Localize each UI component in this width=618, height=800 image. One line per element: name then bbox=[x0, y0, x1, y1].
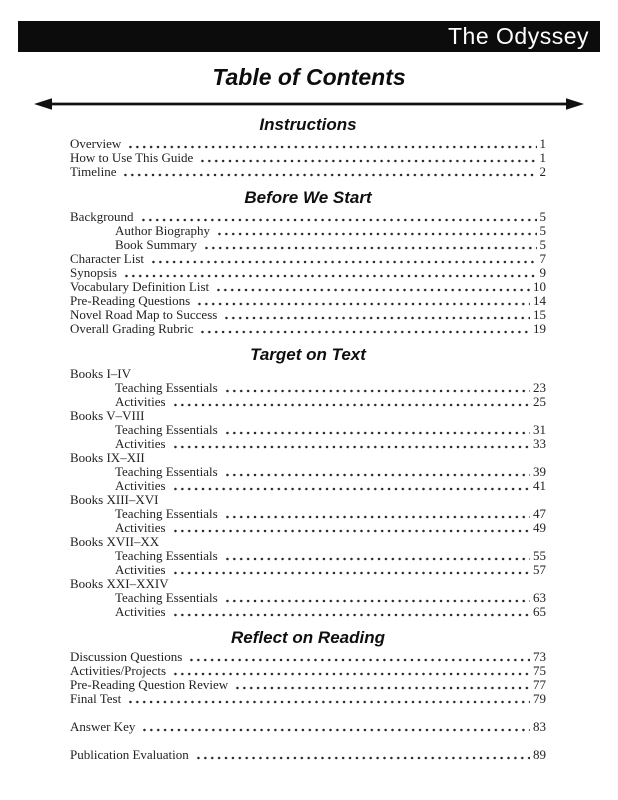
dot-leader bbox=[188, 658, 530, 662]
dot-leader bbox=[172, 403, 530, 407]
toc-entry bbox=[70, 322, 546, 336]
dot-leader bbox=[224, 557, 530, 561]
toc-entry-page: 49 bbox=[533, 520, 546, 535]
toc-entry-page: 89 bbox=[533, 747, 546, 762]
dot-leader bbox=[224, 389, 530, 393]
toc-entry-label: Teaching Essentials bbox=[115, 590, 218, 605]
toc-entry-label: Pre-Reading Question Review bbox=[70, 677, 229, 692]
toc-entry-label: Activities/Projects bbox=[70, 663, 167, 678]
toc-entry-label: Books V–VIII bbox=[70, 408, 145, 423]
toc-entry bbox=[70, 748, 546, 762]
toc-entry bbox=[70, 294, 546, 308]
banner-title: The Odyssey bbox=[448, 23, 589, 49]
toc-entry-label: Teaching Essentials bbox=[115, 422, 218, 437]
toc-entry bbox=[70, 479, 546, 493]
toc-entry bbox=[70, 409, 546, 423]
toc-entry-label: Teaching Essentials bbox=[115, 380, 218, 395]
toc-entry-label: Timeline bbox=[70, 164, 117, 179]
toc-entry-label: Activities bbox=[115, 436, 166, 451]
toc-entry-page: 65 bbox=[533, 604, 546, 619]
section-heading: Instructions bbox=[259, 115, 357, 134]
toc-entry bbox=[70, 507, 546, 521]
toc-entry bbox=[70, 381, 546, 395]
toc-entry bbox=[70, 605, 546, 619]
toc-entry-label: Overall Grading Rubric bbox=[70, 321, 194, 336]
toc-entry bbox=[70, 165, 546, 179]
dot-leader bbox=[140, 218, 537, 222]
toc-entry-label: Publication Evaluation bbox=[70, 747, 189, 762]
dot-leader bbox=[224, 431, 530, 435]
toc-entry-page: 5 bbox=[539, 223, 546, 238]
page-title: Table of Contents bbox=[212, 64, 406, 90]
toc-entry-page: 5 bbox=[539, 237, 546, 252]
dot-leader bbox=[141, 728, 530, 732]
toc-content bbox=[70, 112, 546, 762]
toc-entry bbox=[70, 465, 546, 479]
dot-leader bbox=[203, 246, 537, 250]
toc-entry-label: Books XIII–XVI bbox=[70, 492, 159, 507]
toc-entry-page: 33 bbox=[533, 436, 546, 451]
toc-entry-label: Activities bbox=[115, 394, 166, 409]
toc-entry-page: 2 bbox=[539, 164, 546, 179]
toc-entry-label: Overview bbox=[70, 136, 122, 151]
toc-entry-label: Books XVII–XX bbox=[70, 534, 160, 549]
toc-entry bbox=[70, 367, 546, 381]
toc-entry-page: 10 bbox=[533, 279, 546, 294]
toc-entry-label: Activities bbox=[115, 478, 166, 493]
toc-entry bbox=[70, 252, 546, 266]
toc-entry-page: 25 bbox=[533, 394, 546, 409]
toc-entry bbox=[70, 224, 546, 238]
toc-entry bbox=[70, 238, 546, 252]
toc-entry-page: 63 bbox=[533, 590, 546, 605]
toc-entry-page: 5 bbox=[539, 209, 546, 224]
toc-entry bbox=[70, 664, 546, 678]
toc-entry bbox=[70, 280, 546, 294]
toc-entry-page: 15 bbox=[533, 307, 546, 322]
toc-entry bbox=[70, 678, 546, 692]
toc-entry-page: 14 bbox=[533, 293, 546, 308]
toc-entry-label: Novel Road Map to Success bbox=[70, 307, 218, 322]
double-arrow-icon bbox=[0, 95, 618, 113]
section-heading: Before We Start bbox=[244, 188, 372, 207]
toc-entry-page: 31 bbox=[533, 422, 546, 437]
dot-leader bbox=[123, 274, 537, 278]
toc-entry bbox=[70, 692, 546, 706]
toc-entry bbox=[70, 521, 546, 535]
toc-entry-page: 77 bbox=[533, 677, 546, 692]
toc-entry-label: Activities bbox=[115, 604, 166, 619]
dot-leader bbox=[172, 613, 530, 617]
toc-entry-label: Synopsis bbox=[70, 265, 117, 280]
dot-leader bbox=[215, 288, 530, 292]
toc-entry-label: Background bbox=[70, 209, 134, 224]
dot-leader bbox=[234, 686, 530, 690]
toc-entry-label: How to Use This Guide bbox=[70, 150, 194, 165]
toc-entry bbox=[70, 535, 546, 549]
dot-leader bbox=[172, 571, 530, 575]
toc-entry bbox=[70, 395, 546, 409]
dot-leader bbox=[195, 756, 530, 760]
dot-leader bbox=[199, 330, 530, 334]
toc-entry bbox=[70, 210, 546, 224]
toc-entry-label: Activities bbox=[115, 562, 166, 577]
toc-entry bbox=[70, 137, 546, 151]
toc-entry bbox=[70, 577, 546, 591]
dot-leader bbox=[127, 145, 536, 149]
toc-entry bbox=[70, 423, 546, 437]
dot-leader bbox=[172, 672, 530, 676]
dot-leader bbox=[216, 232, 537, 236]
toc-entry bbox=[70, 549, 546, 563]
toc-entry bbox=[70, 308, 546, 322]
toc-entry-label: Final Test bbox=[70, 691, 122, 706]
toc-entry-label: Teaching Essentials bbox=[115, 548, 218, 563]
dot-leader bbox=[199, 159, 536, 163]
toc-entry-label: Answer Key bbox=[70, 719, 136, 734]
toc-entry-label: Books XXI–XXIV bbox=[70, 576, 169, 591]
toc-entry bbox=[70, 650, 546, 664]
toc-entry-page: 41 bbox=[533, 478, 546, 493]
toc-entry-page: 83 bbox=[533, 719, 546, 734]
toc-entry-label: Discussion Questions bbox=[70, 649, 183, 664]
dot-leader bbox=[224, 473, 530, 477]
toc-entry-page: 79 bbox=[533, 691, 546, 706]
toc-entry-page: 73 bbox=[533, 649, 546, 664]
toc-entry-label: Books I–IV bbox=[70, 366, 132, 381]
dot-leader bbox=[224, 599, 530, 603]
dot-leader bbox=[150, 260, 537, 264]
dot-leader bbox=[196, 302, 530, 306]
toc-entry-page: 23 bbox=[533, 380, 546, 395]
toc-entry-page: 57 bbox=[533, 562, 546, 577]
toc-entry bbox=[70, 437, 546, 451]
toc-entry bbox=[70, 451, 546, 465]
toc-entry-page: 7 bbox=[539, 251, 546, 266]
toc-entry-page: 75 bbox=[533, 663, 546, 678]
toc-entry bbox=[70, 493, 546, 507]
dot-leader bbox=[172, 445, 530, 449]
toc-entry-label: Teaching Essentials bbox=[115, 506, 218, 521]
toc-entry-page: 55 bbox=[533, 548, 546, 563]
toc-entry-label: Books IX–XII bbox=[70, 450, 145, 465]
dot-leader bbox=[172, 487, 530, 491]
dot-leader bbox=[172, 529, 530, 533]
dot-leader bbox=[224, 515, 530, 519]
section-heading: Reflect on Reading bbox=[231, 628, 385, 647]
dot-leader bbox=[122, 173, 536, 177]
toc-entry-label: Activities bbox=[115, 520, 166, 535]
toc-entry-page: 39 bbox=[533, 464, 546, 479]
toc-entry-label: Vocabulary Definition List bbox=[70, 279, 210, 294]
toc-entry bbox=[70, 720, 546, 734]
toc-entry-page: 1 bbox=[539, 136, 546, 151]
toc-entry-page: 47 bbox=[533, 506, 546, 521]
toc-entry-label: Character List bbox=[70, 251, 144, 266]
toc-entry bbox=[70, 591, 546, 605]
toc-entry bbox=[70, 151, 546, 165]
section-heading: Target on Text bbox=[250, 345, 366, 364]
toc-entry bbox=[70, 563, 546, 577]
dot-leader bbox=[127, 700, 530, 704]
toc-entry-page: 9 bbox=[539, 265, 546, 280]
toc-entry bbox=[70, 266, 546, 280]
header-banner bbox=[18, 21, 600, 52]
toc-entry-label: Book Summary bbox=[115, 237, 197, 252]
toc-entry-label: Pre-Reading Questions bbox=[70, 293, 191, 308]
dot-leader bbox=[223, 316, 530, 320]
toc-entry-label: Author Biography bbox=[115, 223, 210, 238]
toc-entry-page: 19 bbox=[533, 321, 546, 336]
toc-entry-label: Teaching Essentials bbox=[115, 464, 218, 479]
toc-entry-page: 1 bbox=[539, 150, 546, 165]
